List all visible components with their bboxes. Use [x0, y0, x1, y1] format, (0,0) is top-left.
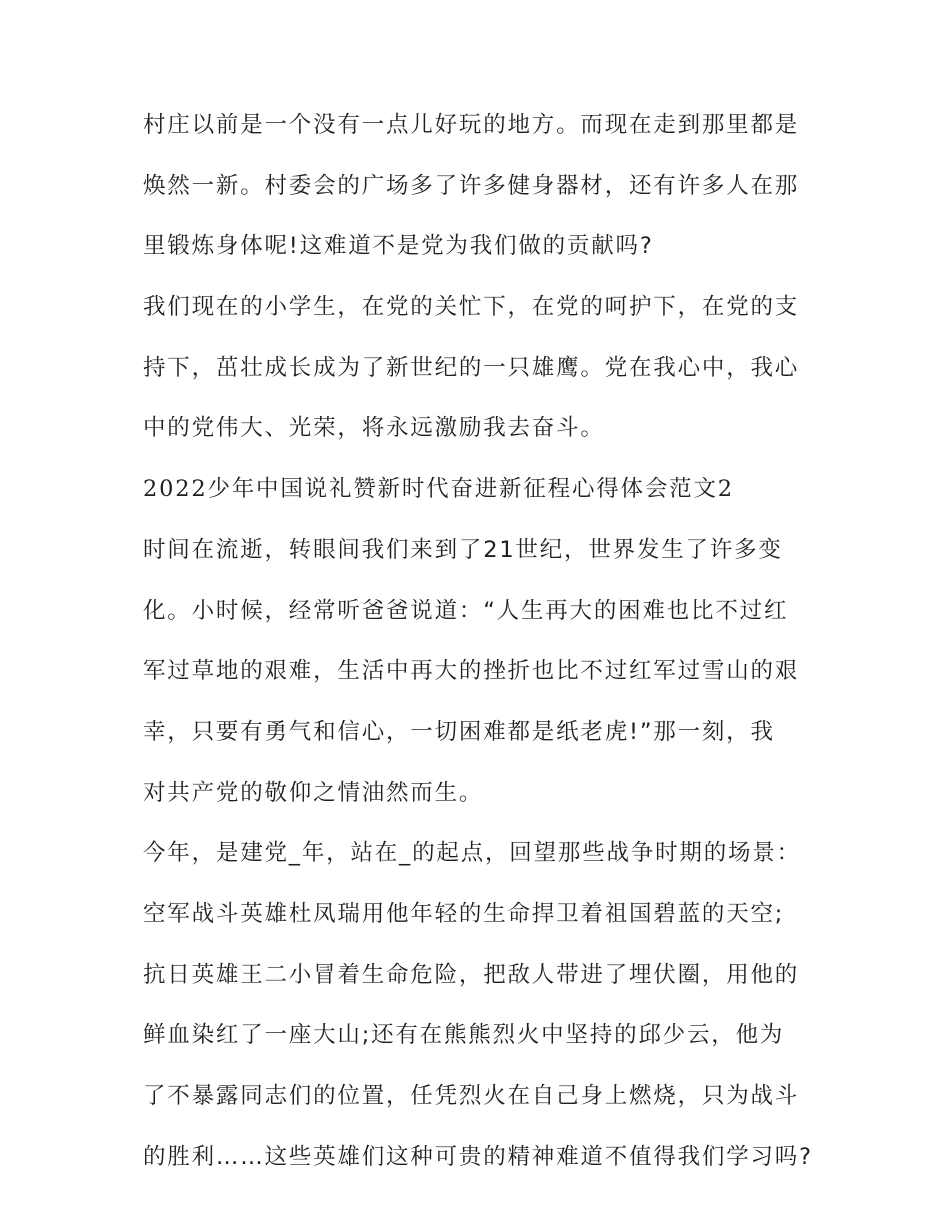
- text-line: 的胜利……这些英雄们这种可贵的精神难道不值得我们学习吗?: [143, 1143, 813, 1170]
- text-line: 村庄以前是一个没有一点儿好玩的地方。而现在走到那里都是: [143, 112, 800, 138]
- text-line: 时间在流逝，转眼间我们来到了21世纪，世界发生了许多变: [143, 536, 783, 563]
- text-line: 我们现在的小学生，在党的关忙下，在党的呵护下，在党的支: [143, 294, 800, 321]
- text-line: 焕然一新。村委会的广场多了许多健身器材，还有许多人在那: [143, 172, 800, 199]
- text-line: 对共产党的敬仰之情油然而生。: [143, 779, 484, 806]
- text-line: 中的党伟大、光荣，将永远激励我去奋斗。: [143, 415, 605, 442]
- text-line: 军过草地的艰难，生活中再大的挫折也比不过红军过雪山的艰: [143, 658, 800, 685]
- text-line: 持下，茁壮成长成为了新世纪的一只雄鹰。党在我心中，我心: [143, 354, 800, 381]
- text-line: 空军战斗英雄杜凤瑞用他年轻的生命捍卫着祖国碧蓝的天空;: [143, 900, 785, 927]
- text-line: 抗日英雄王二小冒着生命危险，把敌人带进了埋伏圈，用他的: [143, 961, 800, 988]
- text-line: 幸，只要有勇气和信心，一切困难都是纸老虎!”那一刻，我: [143, 718, 775, 745]
- text-line: 今年，是建党_年，站在_的起点，回望那些战争时期的场景：: [143, 840, 801, 867]
- body-text: [143, 108, 833, 1200]
- section-title: 2022少年中国说礼赞新时代奋进新征程心得体会范文2: [143, 476, 734, 503]
- text-line: 化。小时候，经常听爸爸说道：“人生再大的困难也比不过红: [143, 597, 789, 624]
- text-line: 鲜血染红了一座大山;还有在熊熊烈火中坚持的邱少云，他为: [143, 1022, 785, 1049]
- text-line: 里锻炼身体呢!这难道不是党为我们做的贡献吗?: [143, 233, 654, 260]
- text-line: 了不暴露同志们的位置，任凭烈火在自己身上燃烧，只为战斗: [143, 1083, 800, 1109]
